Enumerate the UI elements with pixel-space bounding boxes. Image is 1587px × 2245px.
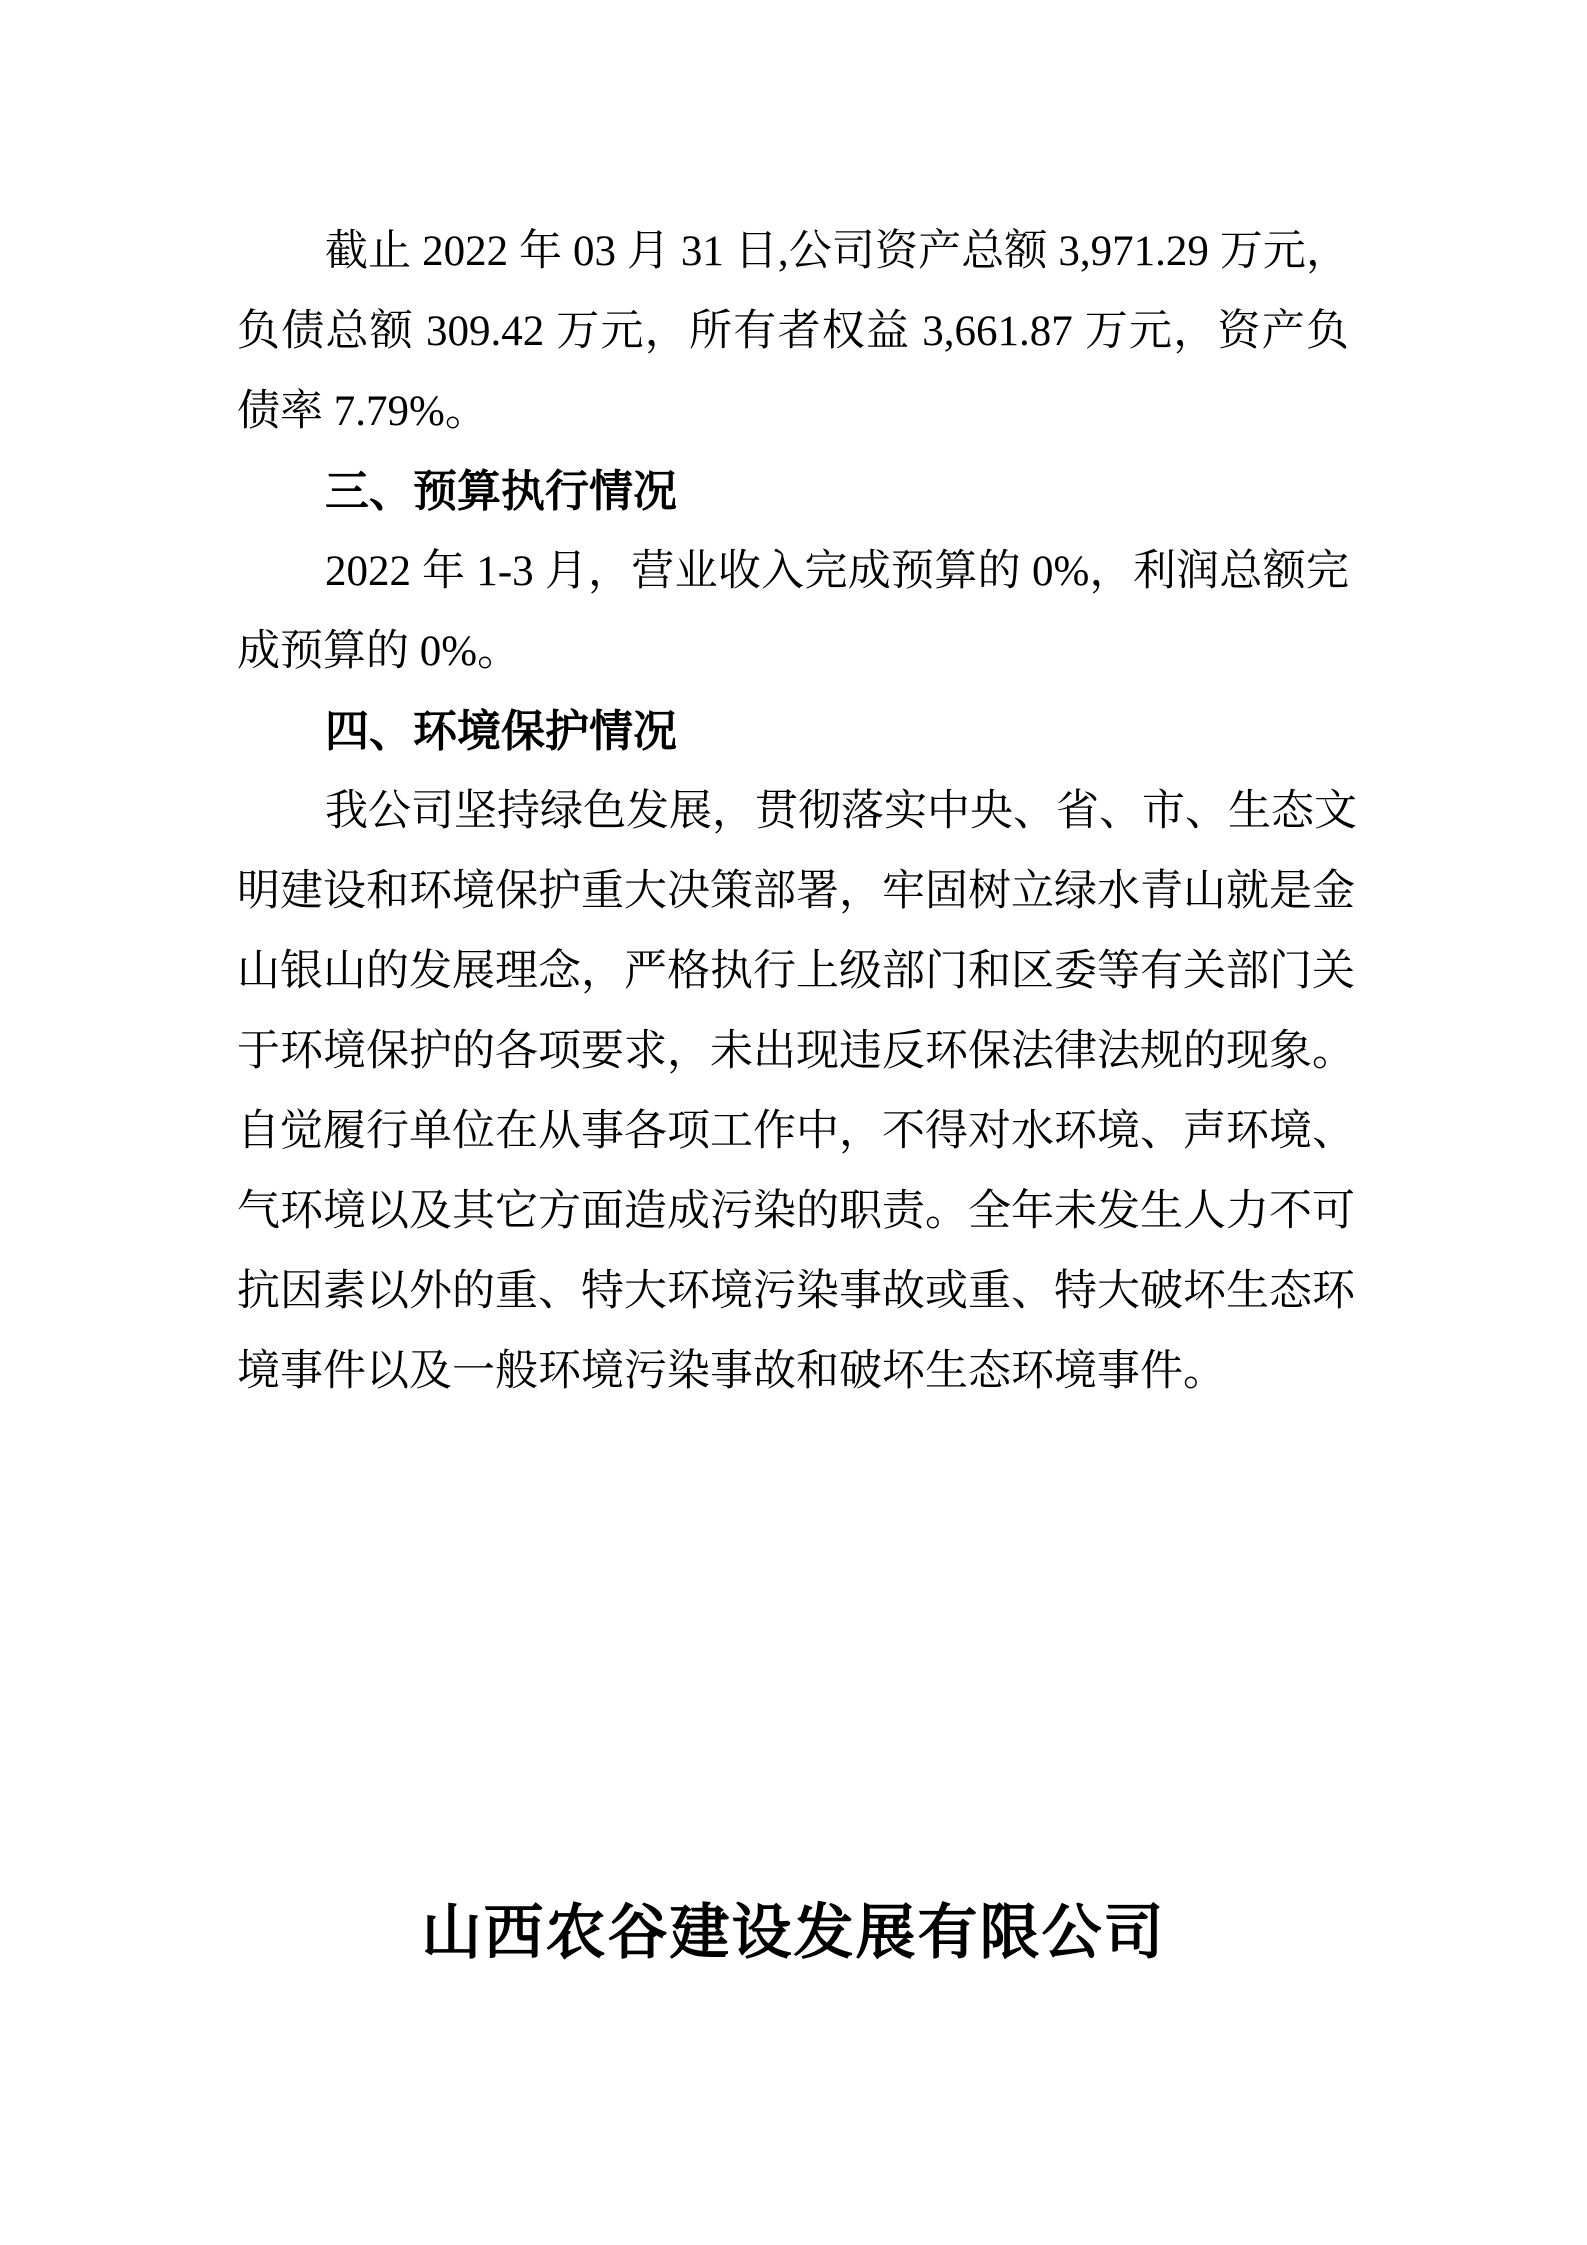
paragraph-line: 明建设和环境保护重大决策部署，牢固树立绿水青山就是金 bbox=[237, 868, 1355, 915]
document-body bbox=[237, 212, 1357, 1412]
paragraph-line: 自觉履行单位在从事各项工作中，不得对水环境、声环境、 bbox=[237, 1108, 1355, 1155]
paragraph-line: 抗因素以外的重、特大环境污染事故或重、特大破坏生态环 bbox=[237, 1268, 1355, 1315]
paragraph-line: 山银山的发展理念，严格执行上级部门和区委等有关部门关 bbox=[237, 948, 1355, 995]
paragraph-line: 截止 2022 年 03 月 31 日,公司资产总额 3,971.29 万元， bbox=[325, 228, 1349, 275]
paragraph-line: 负债总额 309.42 万元，所有者权益 3,661.87 万元，资产负 bbox=[237, 308, 1349, 355]
paragraph-line: 我公司坚持绿色发展，贯彻落实中央、省、市、生态文 bbox=[325, 788, 1357, 835]
section-heading: 三、预算执行情况 bbox=[325, 467, 677, 516]
paragraph-line: 债率 7.79%。 bbox=[237, 388, 488, 435]
paragraph-line: 气环境以及其它方面造成污染的职责。全年未发生人力不可 bbox=[237, 1188, 1355, 1235]
company-signature: 山西农谷建设发展有限公司 bbox=[421, 1900, 1166, 1966]
paragraph-line: 成预算的 0%。 bbox=[237, 628, 521, 675]
section-heading: 四、环境保护情况 bbox=[325, 707, 677, 756]
paragraph-line: 2022 年 1-3 月，营业收入完成预算的 0%，利润总额完 bbox=[325, 548, 1349, 595]
paragraph-line: 境事件以及一般环境污染事故和破坏生态环境事件。 bbox=[237, 1348, 1226, 1395]
paragraph-line: 于环境保护的各项要求，未出现违反环保法律法规的现象。 bbox=[237, 1028, 1355, 1075]
